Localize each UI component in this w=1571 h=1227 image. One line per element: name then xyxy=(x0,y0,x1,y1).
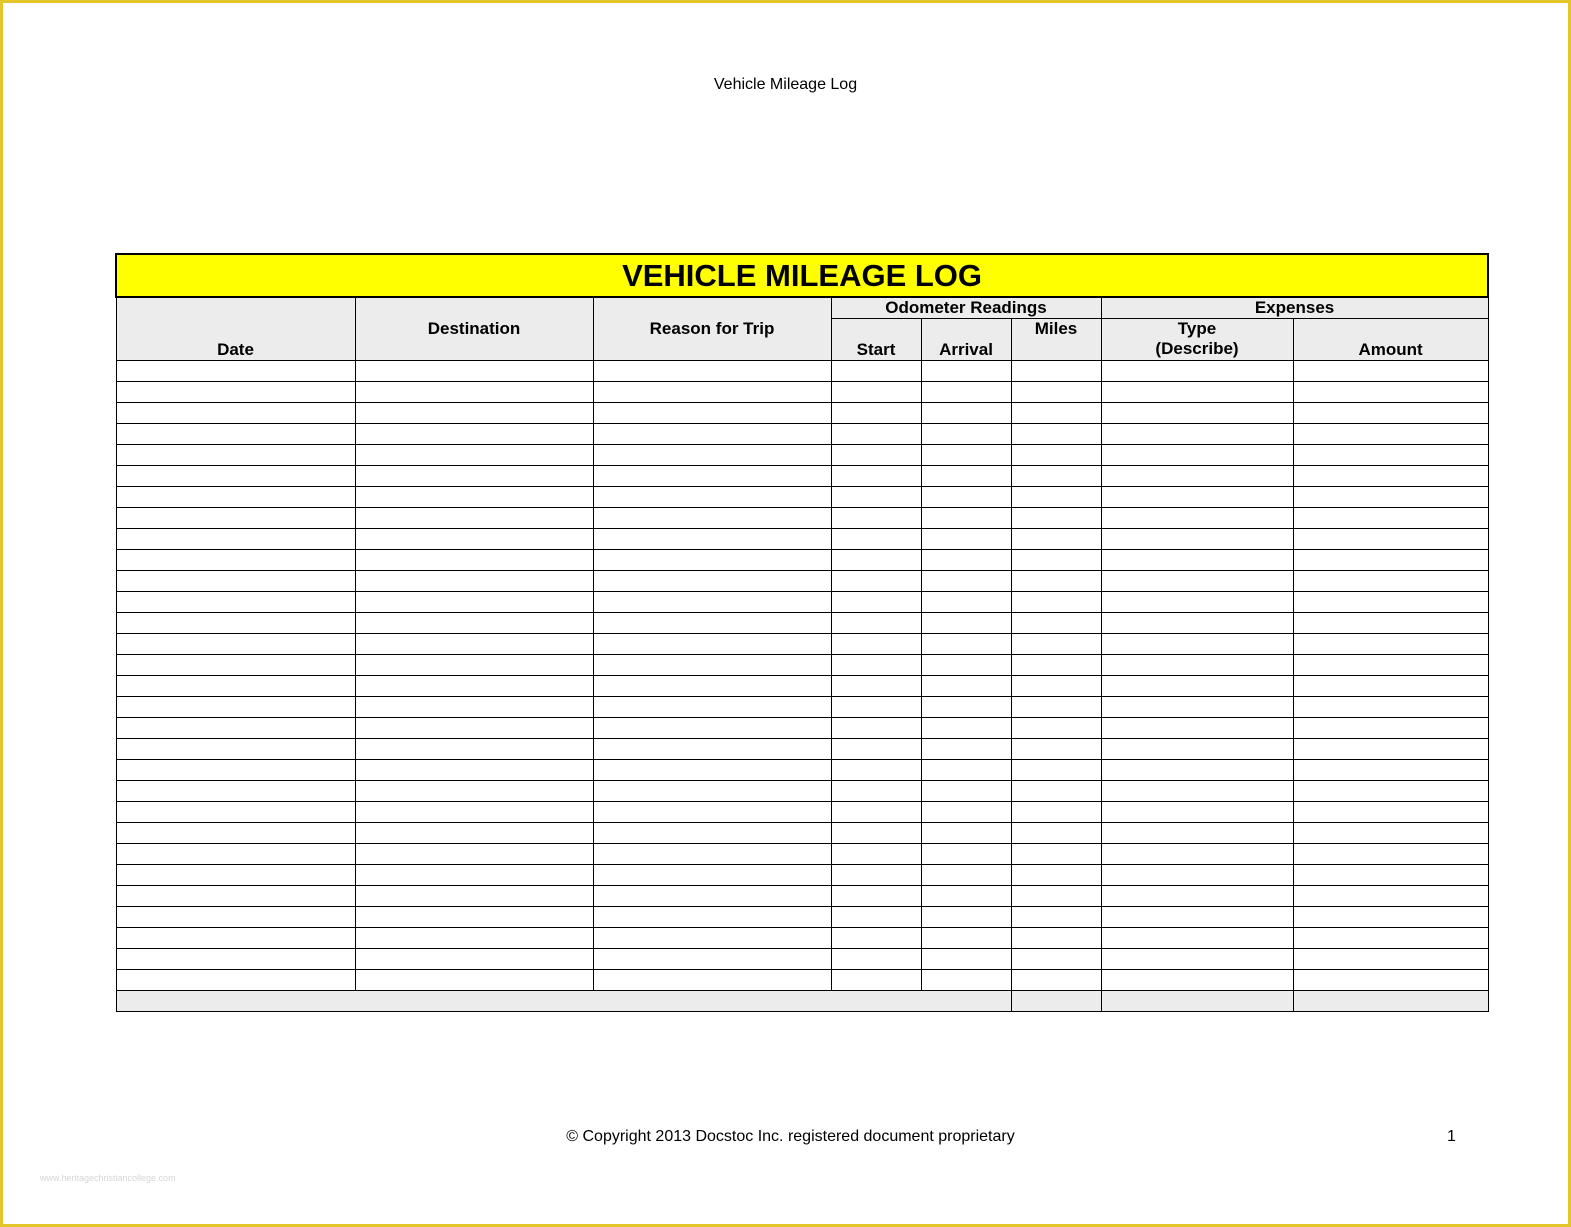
cell-start[interactable] xyxy=(831,570,921,591)
cell-type[interactable] xyxy=(1101,570,1293,591)
cell-reason[interactable] xyxy=(593,759,831,780)
column-header-amount: Amount xyxy=(1293,318,1488,360)
cell-arrival[interactable] xyxy=(921,570,1011,591)
cell-date[interactable] xyxy=(116,528,355,549)
cell-destination[interactable] xyxy=(355,969,593,990)
table-row xyxy=(116,507,1488,528)
total-type[interactable] xyxy=(1101,990,1293,1011)
cell-destination[interactable] xyxy=(355,549,593,570)
cell-destination[interactable] xyxy=(355,927,593,948)
cell-destination[interactable] xyxy=(355,696,593,717)
cell-miles[interactable] xyxy=(1011,549,1101,570)
cell-arrival[interactable] xyxy=(921,381,1011,402)
cell-type[interactable] xyxy=(1101,948,1293,969)
cell-start[interactable] xyxy=(831,675,921,696)
cell-miles[interactable] xyxy=(1011,717,1101,738)
cell-date[interactable] xyxy=(116,780,355,801)
cell-amount[interactable] xyxy=(1293,738,1488,759)
cell-destination[interactable] xyxy=(355,528,593,549)
cell-start[interactable] xyxy=(831,801,921,822)
cell-date[interactable] xyxy=(116,570,355,591)
cell-type[interactable] xyxy=(1101,864,1293,885)
cell-miles[interactable] xyxy=(1011,360,1101,381)
table-title: VEHICLE MILEAGE LOG xyxy=(116,254,1488,297)
cell-amount[interactable] xyxy=(1293,801,1488,822)
table-row xyxy=(116,696,1488,717)
table-row xyxy=(116,402,1488,423)
cell-destination[interactable] xyxy=(355,360,593,381)
cell-arrival[interactable] xyxy=(921,969,1011,990)
cell-miles[interactable] xyxy=(1011,633,1101,654)
cell-start[interactable] xyxy=(831,381,921,402)
column-header-reason: Reason for Trip xyxy=(593,297,831,360)
cell-miles[interactable] xyxy=(1011,570,1101,591)
cell-amount[interactable] xyxy=(1293,843,1488,864)
cell-start[interactable] xyxy=(831,780,921,801)
cell-type[interactable] xyxy=(1101,612,1293,633)
cell-amount[interactable] xyxy=(1293,864,1488,885)
cell-date[interactable] xyxy=(116,759,355,780)
column-header-destination: Destination xyxy=(355,297,593,360)
cell-start[interactable] xyxy=(831,360,921,381)
cell-start[interactable] xyxy=(831,885,921,906)
cell-reason[interactable] xyxy=(593,423,831,444)
cell-amount[interactable] xyxy=(1293,654,1488,675)
cell-start[interactable] xyxy=(831,633,921,654)
cell-reason[interactable] xyxy=(593,780,831,801)
cell-reason[interactable] xyxy=(593,738,831,759)
cell-date[interactable] xyxy=(116,612,355,633)
cell-arrival[interactable] xyxy=(921,507,1011,528)
table-row xyxy=(116,612,1488,633)
cell-reason[interactable] xyxy=(593,801,831,822)
cell-type[interactable] xyxy=(1101,780,1293,801)
table-row xyxy=(116,528,1488,549)
cell-type[interactable] xyxy=(1101,507,1293,528)
cell-arrival[interactable] xyxy=(921,528,1011,549)
page-number: 1 xyxy=(1447,1128,1456,1145)
cell-arrival[interactable] xyxy=(921,402,1011,423)
cell-miles[interactable] xyxy=(1011,969,1101,990)
cell-destination[interactable] xyxy=(355,486,593,507)
cell-amount[interactable] xyxy=(1293,549,1488,570)
column-header-start: Start xyxy=(831,318,921,360)
cell-reason[interactable] xyxy=(593,696,831,717)
cell-start[interactable] xyxy=(831,402,921,423)
cell-amount[interactable] xyxy=(1293,822,1488,843)
cell-destination[interactable] xyxy=(355,381,593,402)
cell-destination[interactable] xyxy=(355,843,593,864)
cell-date[interactable] xyxy=(116,738,355,759)
cell-destination[interactable] xyxy=(355,570,593,591)
cell-amount[interactable] xyxy=(1293,528,1488,549)
cell-destination[interactable] xyxy=(355,717,593,738)
cell-type[interactable] xyxy=(1101,801,1293,822)
cell-type[interactable] xyxy=(1101,759,1293,780)
cell-reason[interactable] xyxy=(593,528,831,549)
cell-start[interactable] xyxy=(831,654,921,675)
cell-reason[interactable] xyxy=(593,570,831,591)
cell-arrival[interactable] xyxy=(921,486,1011,507)
table-row xyxy=(116,570,1488,591)
column-header-arrival: Arrival xyxy=(921,318,1011,360)
total-amount[interactable] xyxy=(1293,990,1488,1011)
column-header-date: Date xyxy=(116,297,355,360)
cell-date[interactable] xyxy=(116,507,355,528)
cell-reason[interactable] xyxy=(593,927,831,948)
cell-amount[interactable] xyxy=(1293,696,1488,717)
column-header-miles: Miles xyxy=(1011,318,1101,360)
copyright-footer: © Copyright 2013 Docstoc Inc. registered document proprietary xyxy=(566,1128,1015,1145)
cell-amount[interactable] xyxy=(1293,633,1488,654)
total-miles[interactable] xyxy=(1011,990,1101,1011)
cell-start[interactable] xyxy=(831,822,921,843)
table-row xyxy=(116,885,1488,906)
cell-start[interactable] xyxy=(831,528,921,549)
cell-miles[interactable] xyxy=(1011,675,1101,696)
cell-reason[interactable] xyxy=(593,843,831,864)
cell-arrival[interactable] xyxy=(921,738,1011,759)
cell-amount[interactable] xyxy=(1293,402,1488,423)
cell-date[interactable] xyxy=(116,843,355,864)
cell-start[interactable] xyxy=(831,465,921,486)
cell-miles[interactable] xyxy=(1011,738,1101,759)
cell-amount[interactable] xyxy=(1293,885,1488,906)
column-group-odometer: Odometer Readings xyxy=(831,297,1101,318)
cell-amount[interactable] xyxy=(1293,423,1488,444)
cell-miles[interactable] xyxy=(1011,885,1101,906)
cell-start[interactable] xyxy=(831,423,921,444)
cell-miles[interactable] xyxy=(1011,927,1101,948)
cell-destination[interactable] xyxy=(355,465,593,486)
cell-arrival[interactable] xyxy=(921,444,1011,465)
cell-miles[interactable] xyxy=(1011,402,1101,423)
cell-reason[interactable] xyxy=(593,444,831,465)
table-row xyxy=(116,381,1488,402)
cell-amount[interactable] xyxy=(1293,486,1488,507)
cell-arrival[interactable] xyxy=(921,801,1011,822)
cell-type[interactable] xyxy=(1101,654,1293,675)
cell-type[interactable] xyxy=(1101,927,1293,948)
cell-reason[interactable] xyxy=(593,402,831,423)
cell-miles[interactable] xyxy=(1011,801,1101,822)
cell-miles[interactable] xyxy=(1011,780,1101,801)
cell-reason[interactable] xyxy=(593,885,831,906)
cell-start[interactable] xyxy=(831,969,921,990)
cell-arrival[interactable] xyxy=(921,864,1011,885)
cell-destination[interactable] xyxy=(355,675,593,696)
cell-start[interactable] xyxy=(831,444,921,465)
cell-reason[interactable] xyxy=(593,486,831,507)
cell-date[interactable] xyxy=(116,486,355,507)
table-row xyxy=(116,780,1488,801)
cell-destination[interactable] xyxy=(355,801,593,822)
cell-type[interactable] xyxy=(1101,486,1293,507)
cell-amount[interactable] xyxy=(1293,759,1488,780)
cell-start[interactable] xyxy=(831,696,921,717)
cell-reason[interactable] xyxy=(593,360,831,381)
cell-destination[interactable] xyxy=(355,444,593,465)
cell-destination[interactable] xyxy=(355,948,593,969)
cell-destination[interactable] xyxy=(355,759,593,780)
cell-start[interactable] xyxy=(831,843,921,864)
cell-destination[interactable] xyxy=(355,822,593,843)
cell-destination[interactable] xyxy=(355,654,593,675)
cell-reason[interactable] xyxy=(593,822,831,843)
cell-type[interactable] xyxy=(1101,696,1293,717)
cell-reason[interactable] xyxy=(593,465,831,486)
cell-arrival[interactable] xyxy=(921,759,1011,780)
cell-type[interactable] xyxy=(1101,360,1293,381)
cell-arrival[interactable] xyxy=(921,885,1011,906)
cell-miles[interactable] xyxy=(1011,591,1101,612)
cell-miles[interactable] xyxy=(1011,507,1101,528)
cell-date[interactable] xyxy=(116,969,355,990)
cell-date[interactable] xyxy=(116,801,355,822)
cell-type[interactable] xyxy=(1101,906,1293,927)
totals-row xyxy=(116,990,1488,1011)
cell-date[interactable] xyxy=(116,696,355,717)
cell-miles[interactable] xyxy=(1011,465,1101,486)
log-entries xyxy=(116,360,1488,1011)
cell-miles[interactable] xyxy=(1011,948,1101,969)
cell-reason[interactable] xyxy=(593,507,831,528)
cell-type[interactable] xyxy=(1101,843,1293,864)
cell-miles[interactable] xyxy=(1011,528,1101,549)
table-row xyxy=(116,717,1488,738)
cell-start[interactable] xyxy=(831,486,921,507)
cell-amount[interactable] xyxy=(1293,444,1488,465)
cell-date[interactable] xyxy=(116,444,355,465)
cell-destination[interactable] xyxy=(355,864,593,885)
cell-amount[interactable] xyxy=(1293,381,1488,402)
cell-arrival[interactable] xyxy=(921,423,1011,444)
column-header-type xyxy=(1101,318,1293,360)
mileage-log-table xyxy=(115,253,1489,1012)
totals-label-cell xyxy=(116,990,1011,1011)
cell-arrival[interactable] xyxy=(921,717,1011,738)
cell-amount[interactable] xyxy=(1293,969,1488,990)
cell-reason[interactable] xyxy=(593,612,831,633)
cell-reason[interactable] xyxy=(593,675,831,696)
column-header-type-line1: Type xyxy=(1177,319,1217,338)
cell-date[interactable] xyxy=(116,360,355,381)
cell-start[interactable] xyxy=(831,759,921,780)
cell-date[interactable] xyxy=(116,885,355,906)
table-row xyxy=(116,465,1488,486)
cell-arrival[interactable] xyxy=(921,654,1011,675)
cell-destination[interactable] xyxy=(355,780,593,801)
table-row xyxy=(116,927,1488,948)
cell-type[interactable] xyxy=(1101,402,1293,423)
cell-miles[interactable] xyxy=(1011,654,1101,675)
cell-miles[interactable] xyxy=(1011,822,1101,843)
table-row xyxy=(116,549,1488,570)
table-row xyxy=(116,843,1488,864)
cell-reason[interactable] xyxy=(593,717,831,738)
table-row xyxy=(116,759,1488,780)
cell-miles[interactable] xyxy=(1011,612,1101,633)
cell-start[interactable] xyxy=(831,591,921,612)
table-row xyxy=(116,822,1488,843)
cell-amount[interactable] xyxy=(1293,612,1488,633)
cell-type[interactable] xyxy=(1101,444,1293,465)
cell-type[interactable] xyxy=(1101,969,1293,990)
cell-date[interactable] xyxy=(116,465,355,486)
cell-type[interactable] xyxy=(1101,528,1293,549)
column-group-expenses: Expenses xyxy=(1101,297,1488,318)
cell-destination[interactable] xyxy=(355,591,593,612)
cell-arrival[interactable] xyxy=(921,549,1011,570)
cell-date[interactable] xyxy=(116,864,355,885)
cell-start[interactable] xyxy=(831,717,921,738)
cell-date[interactable] xyxy=(116,717,355,738)
cell-type[interactable] xyxy=(1101,633,1293,654)
cell-start[interactable] xyxy=(831,948,921,969)
cell-destination[interactable] xyxy=(355,738,593,759)
cell-date[interactable] xyxy=(116,927,355,948)
table-row xyxy=(116,591,1488,612)
page-header: Vehicle Mileage Log xyxy=(713,76,858,93)
cell-start[interactable] xyxy=(831,612,921,633)
cell-destination[interactable] xyxy=(355,423,593,444)
cell-arrival[interactable] xyxy=(921,780,1011,801)
table-row xyxy=(116,948,1488,969)
cell-date[interactable] xyxy=(116,591,355,612)
cell-destination[interactable] xyxy=(355,885,593,906)
cell-amount[interactable] xyxy=(1293,465,1488,486)
column-header-type-line2: (Describe) xyxy=(1155,339,1239,358)
cell-reason[interactable] xyxy=(593,969,831,990)
cell-miles[interactable] xyxy=(1011,486,1101,507)
cell-amount[interactable] xyxy=(1293,570,1488,591)
cell-arrival[interactable] xyxy=(921,843,1011,864)
cell-start[interactable] xyxy=(831,927,921,948)
cell-amount[interactable] xyxy=(1293,717,1488,738)
cell-miles[interactable] xyxy=(1011,444,1101,465)
table-row xyxy=(116,969,1488,990)
cell-type[interactable] xyxy=(1101,717,1293,738)
cell-arrival[interactable] xyxy=(921,675,1011,696)
cell-date[interactable] xyxy=(116,906,355,927)
cell-type[interactable] xyxy=(1101,738,1293,759)
cell-miles[interactable] xyxy=(1011,906,1101,927)
cell-arrival[interactable] xyxy=(921,465,1011,486)
cell-reason[interactable] xyxy=(593,654,831,675)
cell-type[interactable] xyxy=(1101,549,1293,570)
cell-miles[interactable] xyxy=(1011,864,1101,885)
cell-start[interactable] xyxy=(831,507,921,528)
cell-destination[interactable] xyxy=(355,612,593,633)
table-row xyxy=(116,906,1488,927)
cell-arrival[interactable] xyxy=(921,612,1011,633)
watermark-text: www.heritagechristiancollege.com xyxy=(40,1173,176,1183)
cell-type[interactable] xyxy=(1101,465,1293,486)
cell-destination[interactable] xyxy=(355,633,593,654)
cell-start[interactable] xyxy=(831,549,921,570)
cell-reason[interactable] xyxy=(593,948,831,969)
cell-date[interactable] xyxy=(116,381,355,402)
cell-type[interactable] xyxy=(1101,822,1293,843)
cell-reason[interactable] xyxy=(593,633,831,654)
cell-start[interactable] xyxy=(831,864,921,885)
cell-destination[interactable] xyxy=(355,402,593,423)
table-row xyxy=(116,738,1488,759)
cell-destination[interactable] xyxy=(355,507,593,528)
cell-reason[interactable] xyxy=(593,549,831,570)
cell-type[interactable] xyxy=(1101,675,1293,696)
cell-destination[interactable] xyxy=(355,906,593,927)
cell-reason[interactable] xyxy=(593,591,831,612)
table-row xyxy=(116,675,1488,696)
table-row xyxy=(116,654,1488,675)
cell-start[interactable] xyxy=(831,738,921,759)
table-row xyxy=(116,864,1488,885)
cell-reason[interactable] xyxy=(593,864,831,885)
cell-amount[interactable] xyxy=(1293,906,1488,927)
cell-miles[interactable] xyxy=(1011,843,1101,864)
table-row xyxy=(116,444,1488,465)
cell-amount[interactable] xyxy=(1293,591,1488,612)
cell-date[interactable] xyxy=(116,822,355,843)
cell-type[interactable] xyxy=(1101,381,1293,402)
cell-amount[interactable] xyxy=(1293,927,1488,948)
cell-arrival[interactable] xyxy=(921,360,1011,381)
cell-amount[interactable] xyxy=(1293,360,1488,381)
cell-date[interactable] xyxy=(116,402,355,423)
cell-arrival[interactable] xyxy=(921,696,1011,717)
cell-amount[interactable] xyxy=(1293,675,1488,696)
cell-arrival[interactable] xyxy=(921,927,1011,948)
cell-date[interactable] xyxy=(116,549,355,570)
cell-arrival[interactable] xyxy=(921,633,1011,654)
cell-reason[interactable] xyxy=(593,906,831,927)
cell-amount[interactable] xyxy=(1293,507,1488,528)
cell-amount[interactable] xyxy=(1293,948,1488,969)
table-row xyxy=(116,801,1488,822)
table-row xyxy=(116,360,1488,381)
cell-miles[interactable] xyxy=(1011,423,1101,444)
cell-type[interactable] xyxy=(1101,591,1293,612)
cell-date[interactable] xyxy=(116,675,355,696)
table-row xyxy=(116,486,1488,507)
cell-date[interactable] xyxy=(116,948,355,969)
cell-date[interactable] xyxy=(116,654,355,675)
cell-type[interactable] xyxy=(1101,423,1293,444)
cell-amount[interactable] xyxy=(1293,780,1488,801)
cell-arrival[interactable] xyxy=(921,906,1011,927)
cell-miles[interactable] xyxy=(1011,696,1101,717)
cell-arrival[interactable] xyxy=(921,948,1011,969)
cell-reason[interactable] xyxy=(593,381,831,402)
cell-date[interactable] xyxy=(116,423,355,444)
cell-start[interactable] xyxy=(831,906,921,927)
cell-miles[interactable] xyxy=(1011,759,1101,780)
cell-type[interactable] xyxy=(1101,885,1293,906)
table-row xyxy=(116,423,1488,444)
cell-arrival[interactable] xyxy=(921,822,1011,843)
cell-date[interactable] xyxy=(116,633,355,654)
cell-miles[interactable] xyxy=(1011,381,1101,402)
table-row xyxy=(116,633,1488,654)
cell-arrival[interactable] xyxy=(921,591,1011,612)
